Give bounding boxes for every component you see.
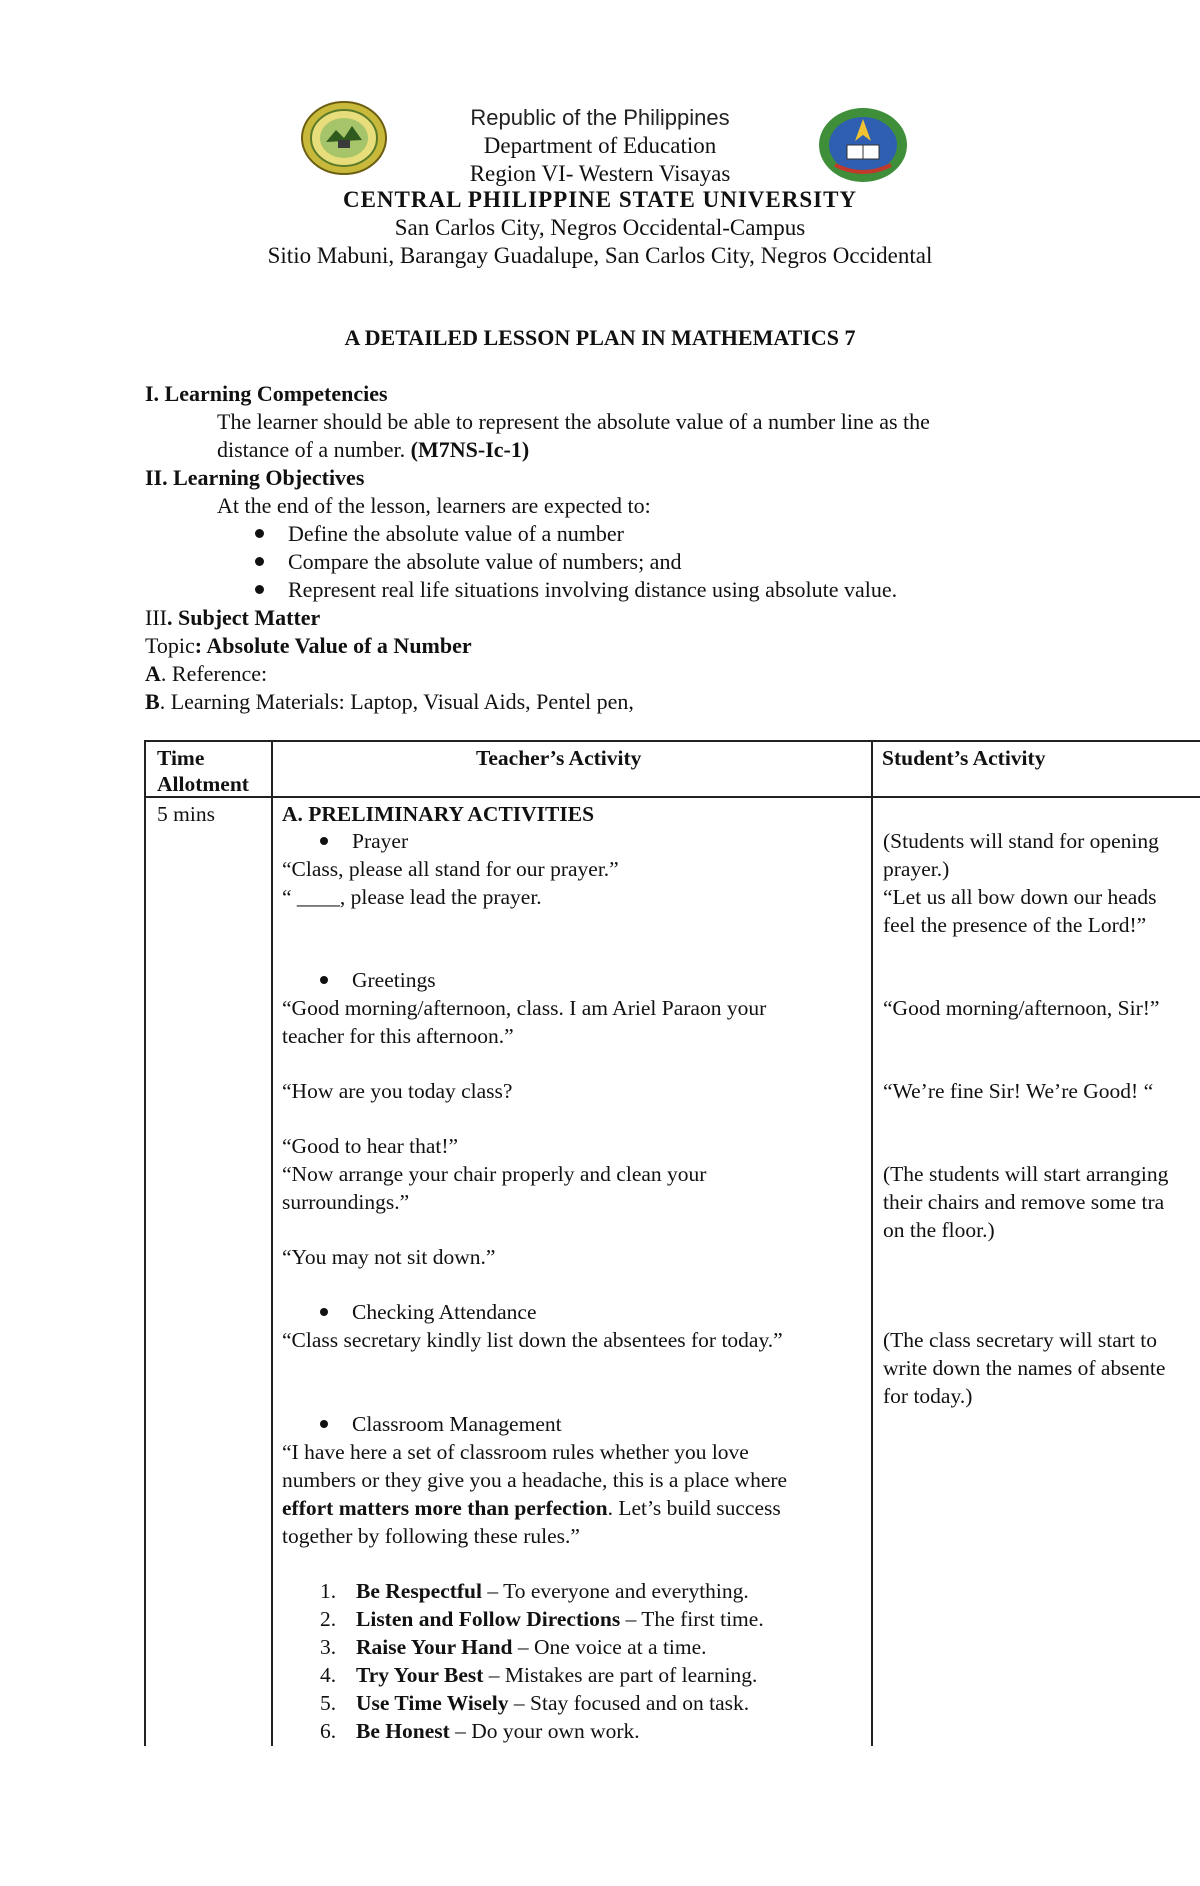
arrange-student-2: their chairs and remove some tra xyxy=(883,1190,1165,1214)
management-rest: . Let’s build success xyxy=(607,1496,781,1520)
attendance-teacher: “Class secretary kindly list down the absentees for today.” xyxy=(282,1328,783,1352)
materials-text: . Learning Materials: Laptop, Visual Aids, Pentel pen, xyxy=(159,689,634,714)
arrange-teacher-2: surroundings.” xyxy=(282,1190,410,1214)
topic-label: Topic xyxy=(145,633,195,658)
table-top-border xyxy=(145,740,1200,742)
prayer-student-3: “Let us all bow down our heads xyxy=(883,885,1157,909)
management-line-2: numbers or they give you a headache, this is a place where xyxy=(282,1468,788,1492)
rule-item xyxy=(320,1661,757,1689)
objectives-heading: II. Learning Objectives xyxy=(145,465,365,490)
rule-description: – To everyone and everything. xyxy=(482,1579,749,1603)
materials-letter: B xyxy=(145,689,160,714)
subject-heading xyxy=(145,604,320,632)
objective-item xyxy=(255,548,681,576)
attendance-student-1: (The class secretary will start to xyxy=(883,1328,1158,1352)
bullet-icon xyxy=(320,837,328,845)
rule-title: Try Your Best xyxy=(356,1663,484,1687)
rule-item xyxy=(320,1633,707,1661)
col-header-student: Student’s Activity xyxy=(882,746,1046,770)
how-student: “We’re fine Sir! We’re Good! “ xyxy=(883,1079,1154,1103)
greet-teacher-1: “Good morning/afternoon, class. I am Ariel Paraon your xyxy=(282,996,767,1020)
objective-text: Define the absolute value of a number xyxy=(288,521,624,546)
header-university: CENTRAL PHILIPPINE STATE UNIVERSITY xyxy=(342,187,858,212)
document-title: A DETAILED LESSON PLAN IN MATHEMATICS 7 xyxy=(344,325,856,350)
rule-description: – Stay focused and on task. xyxy=(508,1691,750,1715)
management-emphasis: effort matters more than perfection xyxy=(282,1496,608,1520)
prayer-student-1: (Students will stand for opening xyxy=(883,829,1159,853)
rule-title: Listen and Follow Directions xyxy=(356,1607,621,1631)
rule-item xyxy=(320,1689,749,1717)
rule-item xyxy=(320,1717,640,1745)
rule-title: Raise Your Hand xyxy=(356,1635,513,1659)
attendance-label: Checking Attendance xyxy=(352,1300,537,1324)
rule-description: – Do your own work. xyxy=(449,1719,640,1743)
rule-description: – Mistakes are part of learning. xyxy=(483,1663,758,1687)
table-col-divider-1 xyxy=(271,740,273,1746)
table-col-divider-2 xyxy=(871,740,873,1746)
prayer-teacher-2: “ ____, please lead the prayer. xyxy=(282,885,542,909)
competencies-heading: I. Learning Competencies xyxy=(145,381,388,406)
competencies-line-2 xyxy=(217,436,529,464)
rule-number: 3. xyxy=(320,1635,337,1659)
arrange-student-1: (The students will start arranging xyxy=(883,1162,1169,1186)
reference-text: . Reference: xyxy=(160,661,268,686)
rule-item xyxy=(320,1577,749,1605)
management-label: Classroom Management xyxy=(352,1412,562,1436)
col-header-teacher: Teacher’s Activity xyxy=(476,746,642,770)
rule-title: Be Respectful xyxy=(356,1579,482,1603)
prayer-heading xyxy=(320,827,408,855)
greet-student: “Good morning/afternoon, Sir!” xyxy=(883,996,1160,1020)
greetings-heading xyxy=(320,966,436,994)
header-republic: Republic of the Philippines xyxy=(470,105,730,130)
objective-item xyxy=(255,520,624,548)
header-department: Department of Education xyxy=(483,133,717,158)
competencies-text: distance of a number. xyxy=(217,437,411,462)
time-allotment: 5 mins xyxy=(157,802,215,826)
rule-number: 1. xyxy=(320,1579,337,1603)
rule-description: – The first time. xyxy=(620,1607,764,1631)
management-line-4: together by following these rules.” xyxy=(282,1524,580,1548)
rule-item xyxy=(320,1605,764,1633)
topic-value: : Absolute Value of a Number xyxy=(194,633,472,658)
reference-letter: A xyxy=(145,661,161,686)
materials-line xyxy=(145,688,634,716)
competencies-line-1: The learner should be able to represent the absolute value of a number line as the xyxy=(217,409,930,434)
prayer-label: Prayer xyxy=(352,829,409,853)
rule-number: 5. xyxy=(320,1691,337,1715)
how-teacher: “How are you today class? xyxy=(282,1079,513,1103)
rule-description: – One voice at a time. xyxy=(512,1635,707,1659)
col-header-time-1: Time xyxy=(157,746,205,770)
sit-teacher: “You may not sit down.” xyxy=(282,1245,496,1269)
rule-title: Be Honest xyxy=(356,1719,450,1743)
greetings-label: Greetings xyxy=(352,968,436,992)
table-left-border xyxy=(144,740,146,1746)
header-campus: San Carlos City, Negros Occidental-Campus xyxy=(394,215,806,240)
arrange-teacher-1: “Now arrange your chair properly and clean your xyxy=(282,1162,707,1186)
header-address: Sitio Mabuni, Barangay Guadalupe, San Carlos City, Negros Occidental xyxy=(267,243,933,268)
attendance-heading xyxy=(320,1298,536,1326)
competency-code: (M7NS-Ic-1) xyxy=(410,437,530,462)
prayer-teacher-1: “Class, please all stand for our prayer.” xyxy=(282,857,619,881)
reference-line xyxy=(145,660,267,688)
bullet-icon xyxy=(320,1308,328,1316)
rule-number: 2. xyxy=(320,1607,337,1631)
rule-number: 4. xyxy=(320,1663,337,1687)
objectives-intro: At the end of the lesson, learners are expected to: xyxy=(217,493,651,518)
good-teacher: “Good to hear that!” xyxy=(282,1134,459,1158)
rule-number: 6. xyxy=(320,1719,337,1743)
prayer-student-2: prayer.) xyxy=(883,857,950,881)
rule-title: Use Time Wisely xyxy=(356,1691,509,1715)
management-line-3 xyxy=(282,1494,781,1522)
objective-item xyxy=(255,576,897,604)
table-header-divider xyxy=(145,796,1200,798)
management-heading xyxy=(320,1410,562,1438)
bullet-icon xyxy=(320,976,328,984)
attendance-student-2: write down the names of absente xyxy=(883,1356,1166,1380)
greet-teacher-2: teacher for this afternoon.” xyxy=(282,1024,514,1048)
prayer-student-4: feel the presence of the Lord!” xyxy=(883,913,1147,937)
subject-heading-text: . Subject Matter xyxy=(166,605,321,630)
header-region: Region VI- Western Visayas xyxy=(469,161,731,186)
management-line-1: “I have here a set of classroom rules whether you love xyxy=(282,1440,749,1464)
bullet-icon xyxy=(320,1420,328,1428)
attendance-student-3: for today.) xyxy=(883,1384,973,1408)
bullet-icon xyxy=(255,557,264,566)
col-header-time-2: Allotment xyxy=(157,772,249,796)
bullet-icon xyxy=(255,529,264,538)
objective-text: Represent real life situations involving distance using absolute value. xyxy=(288,577,898,602)
bullet-icon xyxy=(255,585,264,594)
topic-line xyxy=(145,632,472,660)
section-heading: A. PRELIMINARY ACTIVITIES xyxy=(282,802,595,826)
subject-heading-number: III xyxy=(145,605,167,630)
objective-text: Compare the absolute value of numbers; and xyxy=(288,549,682,574)
arrange-student-3: on the floor.) xyxy=(883,1218,995,1242)
